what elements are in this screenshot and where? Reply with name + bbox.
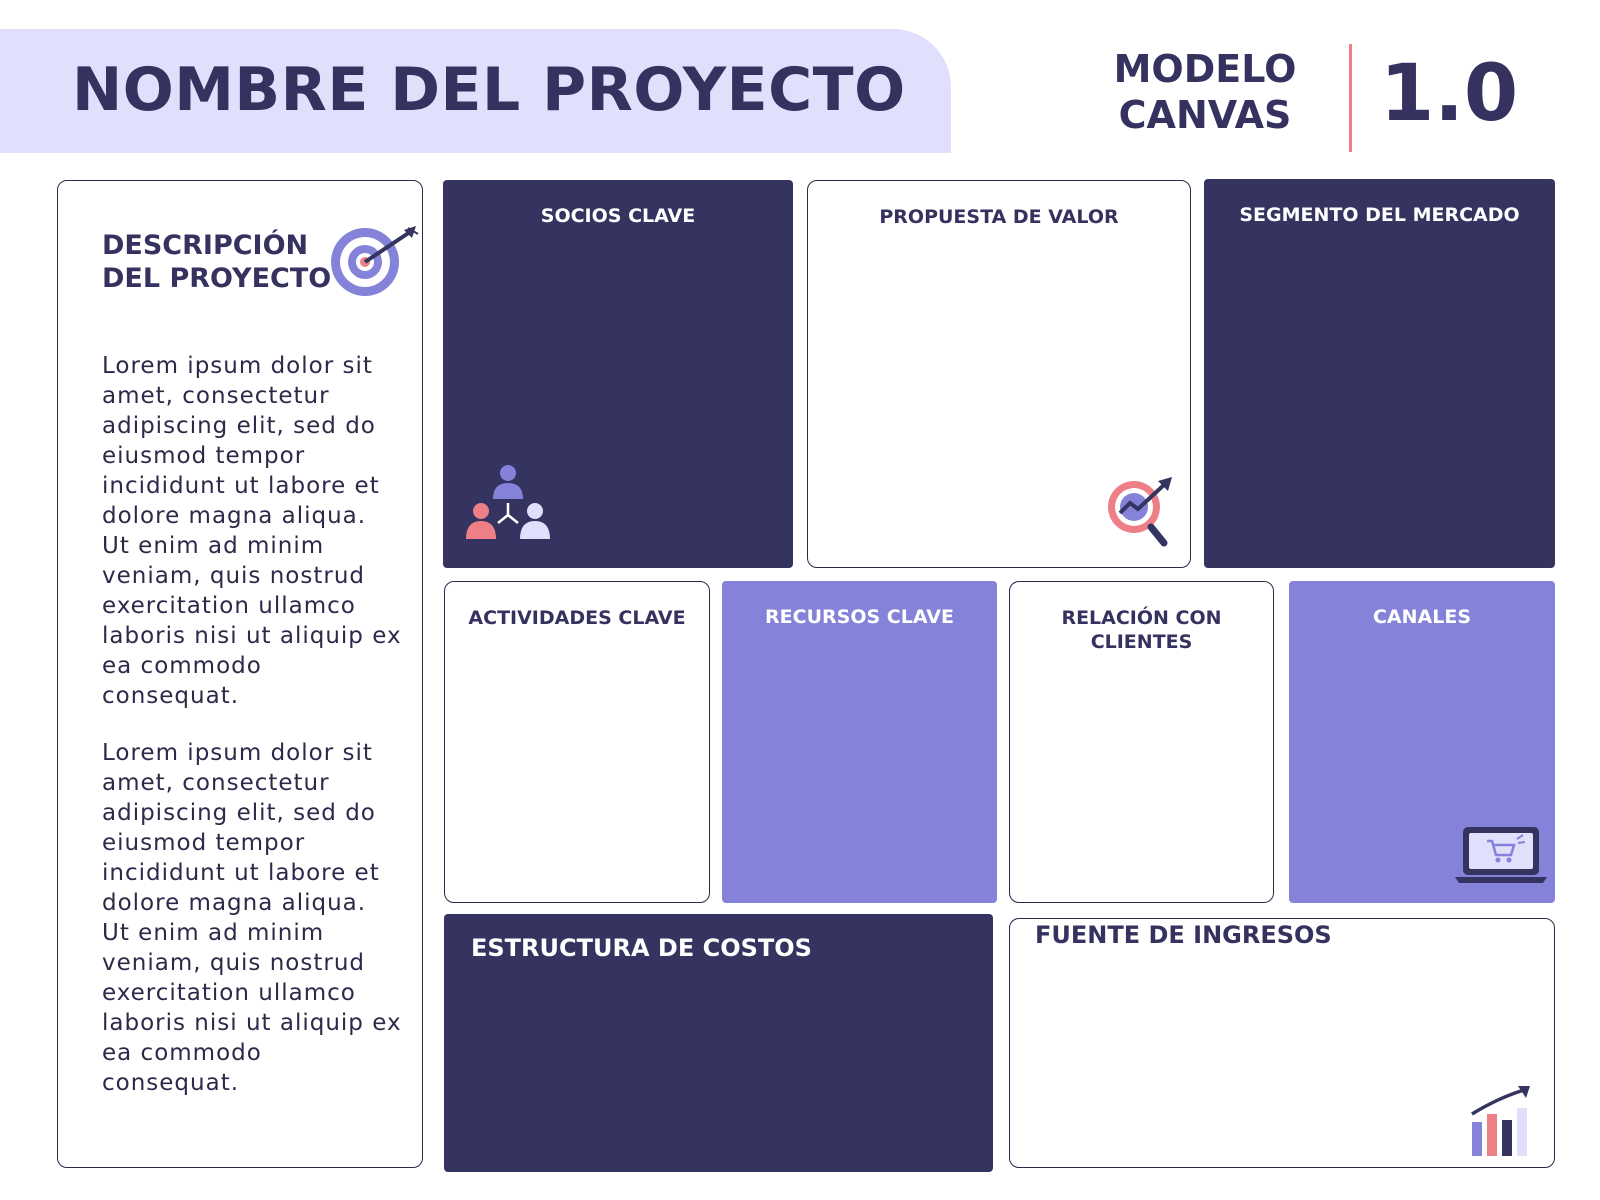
relacion-clientes-block (1009, 581, 1274, 903)
description-title (102, 229, 342, 295)
segmento-mercado-block (1204, 179, 1555, 568)
version-number: 1.0 (1380, 49, 1519, 139)
description-title-line1: DESCRIPCIÓN (102, 230, 309, 261)
magnifier-growth-icon (1104, 477, 1176, 553)
canales-title: CANALES (1372, 606, 1472, 628)
fuente-ingresos-title: FUENTE DE INGRESOS (1035, 921, 1332, 949)
actividades-clave-title: ACTIVIDADES CLAVE (468, 607, 686, 629)
description-title-line2: DEL PROYECTO (102, 263, 332, 294)
actividades-clave-block (444, 581, 710, 903)
estructura-costos-block (444, 914, 993, 1172)
canales-block (1289, 581, 1555, 903)
propuesta-valor-block (807, 180, 1191, 568)
target-arrow-icon (330, 226, 420, 298)
relacion-clientes-title (1010, 582, 1273, 654)
page-title: NOMBRE DEL PROYECTO (72, 55, 906, 125)
description-text (102, 351, 402, 1125)
segmento-mercado-title: SEGMENTO DEL MERCADO (1239, 204, 1520, 226)
model-label-line2: CANVAS (1118, 93, 1292, 137)
description-paragraph-1: Lorem ipsum dolor sit amet, consectetur adipiscing elit, sed do eiusmod tempor incididunt ut labore et dolore magna aliqua. Ut enim ad minim veniam, quis nostrud exercitation ullamco laboris nisi ut aliquip ex ea commodo consequat. (102, 353, 402, 709)
bar-chart-growth-icon (1470, 1084, 1532, 1156)
propuesta-valor-title: PROPUESTA DE VALOR (879, 206, 1119, 228)
relacion-clientes-title-line2: CLIENTES (1090, 631, 1193, 653)
header-divider (1349, 44, 1352, 152)
description-panel (57, 180, 423, 1168)
relacion-clientes-title-line1: RELACIÓN CON (1061, 607, 1222, 629)
socios-clave-block (443, 180, 793, 568)
description-paragraph-2: Lorem ipsum dolor sit amet, consectetur adipiscing elit, sed do eiusmod tempor incididunt ut labore et dolore magna aliqua. Ut enim ad minim veniam, quis nostrud exercitation ullamco laboris nisi ut aliquip ex ea commodo consequat. (102, 740, 402, 1096)
recursos-clave-block (722, 581, 997, 903)
socios-clave-title: SOCIOS CLAVE (540, 205, 696, 227)
model-canvas-label (1100, 46, 1310, 138)
model-label-line1: MODELO (1113, 47, 1297, 91)
fuente-ingresos-block (1009, 918, 1555, 1168)
laptop-cart-icon (1455, 825, 1547, 887)
recursos-clave-title: RECURSOS CLAVE (765, 606, 954, 628)
estructura-costos-title: ESTRUCTURA DE COSTOS (471, 934, 812, 962)
team-network-icon (463, 463, 553, 545)
